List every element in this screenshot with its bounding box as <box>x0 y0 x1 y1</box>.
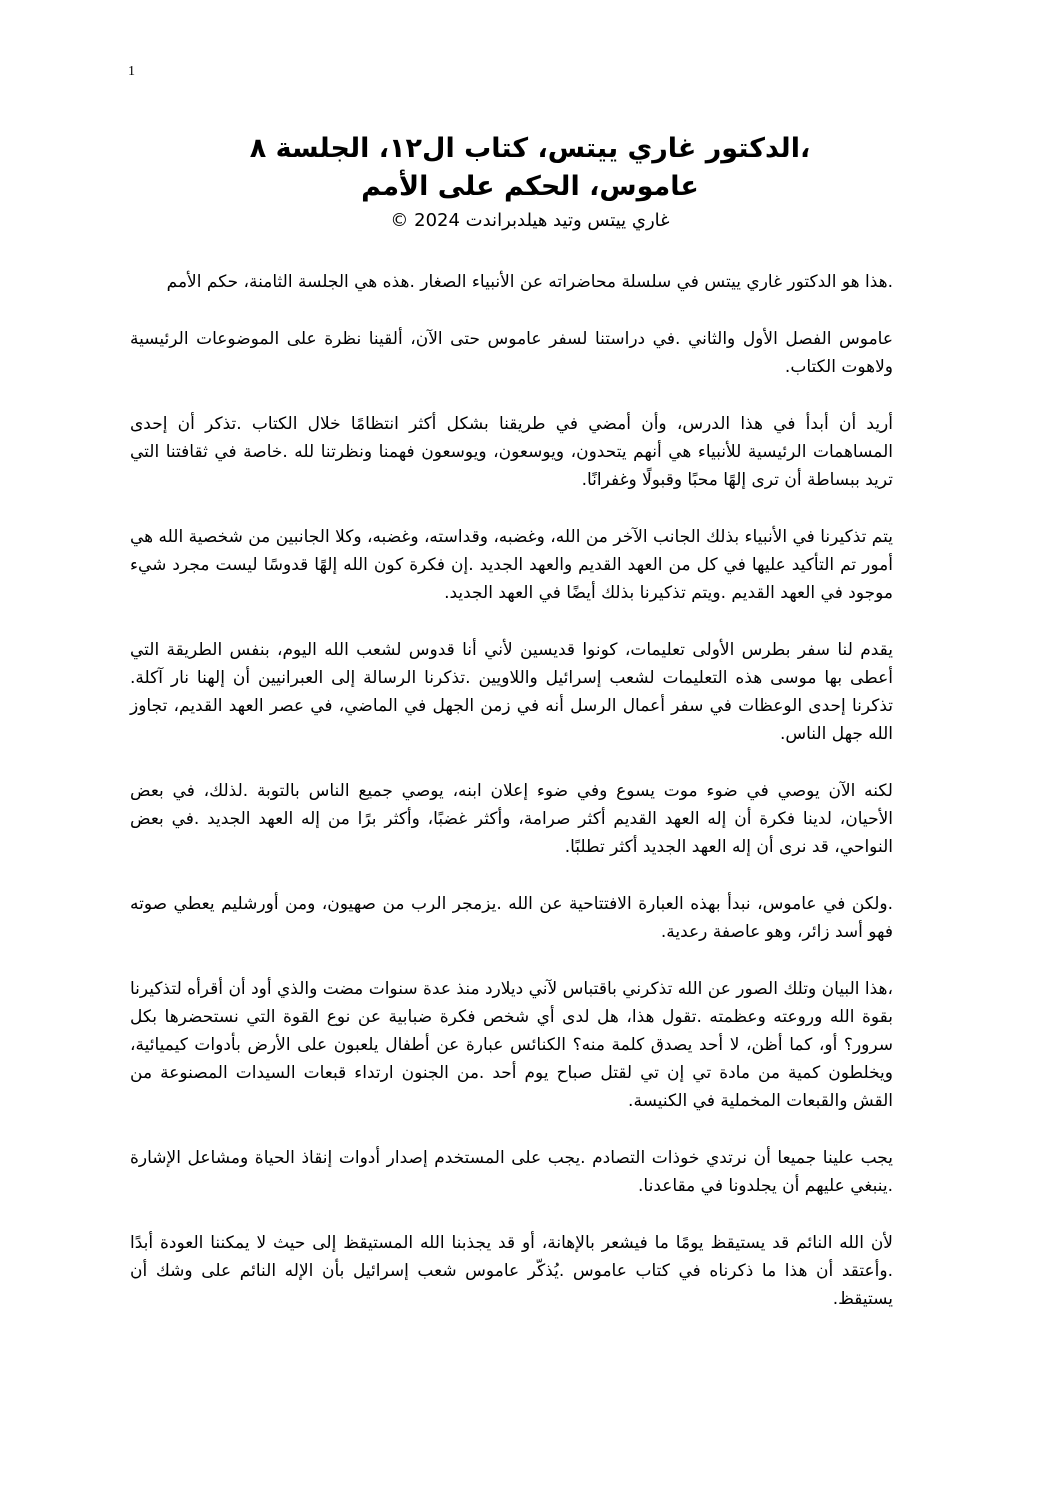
paragraph-3: أريد أن أبدأ في هذا الدرس، وأن أمضي في طريقنا بشكل أكثر انتظامًا خلال الكتاب .تذكر أن إحدى المساهمات الرئيسية للأنبياء هي أنهم يتحدون، ويوسعون، ويوسعون فهمنا ونظرتنا لله .خاصة في ثقافتنا التي تريد ببساطة أن ترى إلهًا محبًا وقبولًا وغفرانًا. <box>130 414 893 490</box>
paragraph-9: يجب علينا جميعا أن نرتدي خوذات التصادم .يجب على المستخدم إصدار أدوات إنقاذ الحياة ومشاعل الإشارة .ينبغي عليهم أن يجلدونا في مقاعدنا. <box>130 1148 893 1196</box>
paragraph-2: عاموس الفصل الأول والثاني .في دراستنا لسفر عاموس حتى الآن، ألقينا نظرة على الموضوعات الرئيسية ولاهوت الكتاب. <box>130 329 893 377</box>
paragraph-1: .هذا هو الدكتور غاري ييتس في سلسلة محاضراته عن الأنبياء الصغار .هذه هي الجلسة الثامنة، حكم الأمم <box>166 272 893 292</box>
paragraph-5: يقدم لنا سفر بطرس الأولى تعليمات، كونوا قديسين لأني أنا قدوس لشعب الله اليوم، بنفس الطريقة التي أعطى بها موسى هذه التعليمات لشعب إسرائيل واللاويين .تذكرنا الرسالة إلى العبرانيين أن إلهنا نار آكلة. تذكرنا إحدى الوعظات في سفر أعمال الرسل أنه في زمن الجهل في الماضي، في عصر العهد القديم، تجاوز الله جهل الناس. <box>130 640 893 744</box>
document-body <box>130 268 893 1342</box>
paragraph-4: يتم تذكيرنا في الأنبياء بذلك الجانب الآخر من الله، وغضبه، وقداسته، وغضبه، وكلا الجانبين من شخصية الله هي أمور تم التأكيد عليها في كل من العهد القديم والعهد الجديد .إن فكرة كون الله إلهًا قدوسًا ليست مجرد شيء موجود في العهد القديم .ويتم تذكيرنا بذلك أيضًا في العهد الجديد. <box>130 527 893 603</box>
document-header <box>140 130 920 234</box>
document-title-line-2: عاموس، الحكم على الأمم <box>361 171 699 202</box>
document-title-line-1: ،الدكتور غاري ييتس، كتاب ال١٢، الجلسة ٨ <box>249 133 811 164</box>
paragraph-6: لكنه الآن يوصي في ضوء موت يسوع وفي ضوء إعلان ابنه، يوصي جميع الناس بالتوبة .لذلك، في بعض الأحيان، لدينا فكرة أن إله العهد القديم أكثر صرامة، وأكثر غضبًا، وأكثر برًا من إله العهد الجديد .في بعض النواحي، قد نرى أن إله العهد الجديد أكثر تطلبًا. <box>130 781 893 857</box>
copyright-line: غاري ييتس وتيد هيلدبراندت 2024 © <box>390 210 670 231</box>
paragraph-10: لأن الله النائم قد يستيقظ يومًا ما فيشعر بالإهانة، أو قد يجذبنا الله المستيقظ إلى حيث لا يمكننا العودة أبدًا .وأعتقد أن هذا ما ذكرناه في كتاب عاموس .يُذكّر عاموس شعب إسرائيل بأن الإله النائم على وشك أن يستيقظ. <box>130 1233 893 1309</box>
paragraph-8: ،هذا البيان وتلك الصور عن الله تذكرني باقتباس لآني ديلارد منذ عدة سنوات مضت والذي أود أن أقرأه لتذكيرنا بقوة الله وروعته وعظمته .تقول هذا، هل لدى أي شخص فكرة ضبابية عن نوع القوة التي نستحضرها بكل سرور؟ أو، كما أظن، لا أحد يصدق كلمة منه؟ الكنائس عبارة عن أطفال يلعبون على الأرض بأدوات كيميائية، ويخلطون كمية من مادة تي إن تي لقتل صباح يوم أحد .من الجنون ارتداء قبعات السيدات المصنوعة من القش والقبعات المخملية في الكنيسة. <box>130 979 893 1111</box>
page-number: 1 <box>128 64 135 79</box>
paragraph-7: .ولكن في عاموس، نبدأ بهذه العبارة الافتتاحية عن الله .يزمجر الرب من صهيون، ومن أورشليم يعطي صوته فهو أسد زائر، وهو عاصفة رعدية. <box>130 894 893 942</box>
